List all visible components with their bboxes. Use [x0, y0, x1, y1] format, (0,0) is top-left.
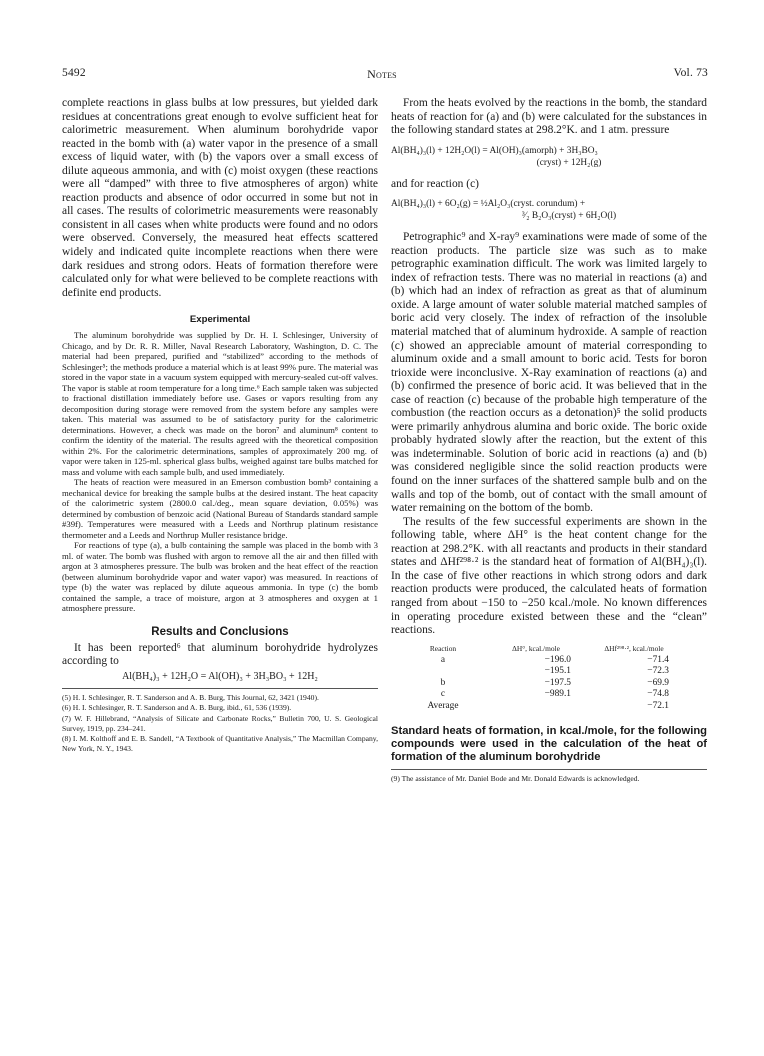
table-row [399, 666, 683, 678]
footnote-6: (6) H. I. Schlesinger, R. T. Sanderson and A. B. Burg, ibid., 61, 536 (1939). [62, 703, 292, 713]
table-cell [487, 701, 585, 713]
table-row [399, 689, 683, 701]
right-paragraph-2: and for reaction (c) [391, 177, 479, 190]
table-cell: −989.1 [544, 689, 571, 700]
table-cell: −71.4 [647, 654, 669, 665]
table-cell: −69.9 [647, 677, 669, 688]
right-column [391, 97, 707, 784]
footnote-9: (9) The assistance of Mr. Daniel Bode and Mr. Donald Edwards is acknowledged. [391, 773, 640, 783]
table-header: ΔHf²⁹⁸·², kcal./mole [604, 643, 664, 653]
equation-c [391, 198, 707, 222]
table-header-row [399, 644, 683, 655]
equation-ab-line-1: Al(BH₄)₃(l) + 12H₂O(l) = Al(OH)₃(amorph) + 3H₃BO₃ [391, 145, 598, 156]
left-column [62, 97, 378, 754]
right-paragraph-4: The results of the few successful experiments are shown in the following table, where ΔH° is the heat content change for the reaction at 298.2°K. with all reactants and products in their standard states and ΔHf²⁹⁸·² is the standard heat of formation of Al(BH₄)₃(l). In the case of five other reactions in which strong odors and dark reaction products were produced, the calculated heats of formation ranged from about −150 to −250 kcal./mole. No known differences in operating procedure existed between these and the “clean” reactions. [391, 515, 707, 637]
results-heading: Results and Conclusions [151, 625, 289, 638]
running-title: Notes [367, 67, 397, 81]
results-paragraph-1: It has been reported⁶ that aluminum borohydride hydrolyzes according to [62, 641, 378, 668]
experimental-heading: Experimental [189, 314, 251, 326]
footnote-divider [62, 688, 378, 689]
equation-ab-line-2: (cryst) + 12H₂(g) [536, 157, 602, 168]
table-row [399, 678, 683, 690]
footnote-5: (5) H. I. Schlesinger, R. T. Sanderson and A. B. Burg, This Journal, 62, 3421 (1940). [62, 692, 319, 702]
table-cell: a [440, 654, 446, 665]
footnote-7: (7) W. F. Hillebrand, “Analysis of Silicate and Carbonate Rocks,” Bulletin 700, U. S. Geological Survey, 1919, pp. 234–241. [62, 713, 378, 733]
table-cell: −72.1 [647, 700, 669, 711]
right-paragraph-3: Petrographic⁹ and X-ray⁹ examinations were made of some of the reaction products. The particle size was such as to make petrographic examination difficult. The work was limited largely to index of refraction tests. There was no material in reactions (a) and (b) which had an index of refraction as great as that of aluminum oxide. A large amount of water soluble material matched samples of boric acid very closely. The index of refraction of the insoluble material matched that of aluminum hydroxide. A sample of reaction (c) showed an appreciable amount of material corresponding to aluminum oxide and a small amount to boric acid. Tests for boron trioxide were inconclusive. X-Ray examination of reactions (a) and (b) confirmed the presence of boric acid. It was believed that in the case of reaction (c) because of the probable high temperature of the combustion (the reaction occurs as a detonation)⁵ the solid products were primarily anhydrous alumina and boric oxide. The boric oxide probably hydrated slowly after the reaction, but the extent of this was indeterminable. Solution of boric acid in reactions (a) and (b) was considered negligible since the solid reaction products were found on the inner surfaces of the shattered sample bulb and on the walls and top of the bomb, out of contact with the small amount of water remaining on the bottom of the bomb. [391, 231, 707, 515]
volume-label: Vol. 73 [673, 67, 708, 79]
right-paragraph-5: Standard heats of formation, in kcal./mole, for the following compounds were used in the calculation of the heat of formation of the aluminum borohydride [391, 724, 707, 764]
table-cell: −196.0 [544, 654, 571, 665]
table-cell: −72.3 [647, 666, 669, 677]
table-cell [399, 666, 487, 678]
table-row [399, 701, 683, 713]
hydrolysis-equation: Al(BH₄)₃ + 12H₂O = Al(OH)₃ + 3H₃BO₃ + 12H₂ [122, 670, 318, 682]
table-row [399, 655, 683, 667]
table-header: ΔH°, kcal./mole [512, 643, 560, 653]
table-cell: Average [427, 700, 459, 711]
equation-c-line-1: Al(BH₄)₃(l) + 6O₂(g) = ½Al₂O₃(cryst. corundum) + [391, 199, 586, 210]
intro-paragraph: complete reactions in glass bulbs at low pressures, but yielded dark residues at concentrations great enough to evolve sufficient heat for calorimetric measurement. When aluminum borohydride vapor reacted in the bomb with (a) water vapor in the presence of a small excess of liquid water, with (b) the vapors over a small excess of dilute aqueous ammonia, and with (c) moist oxygen (these reactions were all “damped” with three to five atmospheres of argon) white reaction products and absence of odor occurred in some but not in all cases. The results of colorimetric measurements were reasonably consistent in all cases when white products were found and no odors were observed. Conversely, the measured heat effects scattered widely and indicated quite incomplete reactions when there were dark residues and strong odors. Heats of formation therefore were calculated only for what were believed to be complete reactions with definite end products. [62, 97, 378, 299]
table-cell: b [440, 677, 446, 688]
experimental-paragraph-3: For reactions of type (a), a bulb containing the sample was placed in the bomb with 3 ml. of water. The bomb was flushed with argon to remove all the air and then filled with argon at 3 atmospheres pressure. The bulb was broken and the heat effect of the reaction (between aluminum borohydride vapor and water vapor) was measured. In reactions of type (b) the water was replaced by dilute aqueous ammonia. In type (c) the bomb contained the sample, a trace of moisture, argon at 3 atmospheres and oxygen at 1 atmosphere pressure. [62, 540, 378, 614]
equation-ab [391, 145, 707, 169]
right-paragraph-1: From the heats evolved by the reactions in the bomb, the standard heats of reaction for (a) and (b) were calculated for the substances in the following standard states at 298.2°K. and 1 atm. pressure [391, 97, 707, 137]
footnote-8: (8) I. M. Kolthoff and E. B. Sandell, “A Textbook of Quantitative Analysis,” The Macmillan Company, New York, N. Y., 1943. [62, 734, 378, 753]
equation-c-line-2: ³⁄₂ B₂O₃(cryst) + 6H₂O(l) [521, 211, 617, 222]
table-header: Reaction [429, 643, 457, 653]
table-cell: c [440, 689, 446, 700]
results-table [399, 644, 683, 713]
table-cell: −197.5 [544, 677, 571, 688]
page-number: 5492 [62, 67, 86, 79]
table-cell: −195.1 [544, 666, 571, 677]
experimental-paragraph-2: The heats of reaction were measured in an Emerson combustion bomb³ containing a mechanical device for breaking the sample bulbs at the desired instant. The heat capacity of the calorimetric system (2800.0 cal./deg., mean square deviation, 0.05%) was determined by combustion of benzoic acid (National Bureau of Standards standard sample #39f). Temperatures were measured with a Leeds and Northrup platinum resistance thermometer and a Leeds and Northrup Muller resistance bridge. [62, 477, 378, 540]
footnote-divider [391, 769, 707, 770]
table-cell: −74.8 [647, 689, 669, 700]
experimental-paragraph-1: The aluminum borohydride was supplied by Dr. H. I. Schlesinger, University of Chicago, and by Dr. R. R. Miller, Naval Research Laboratory, Washington, D. C. The material had been prepared, purified and “stabilized” according to the methods of Schlesinger⁵; the methods produce a material which is at least 99% pure. The material was stored in the vapor state in a vacuum system equipped with mercury-sealed cut-off valves. The vapor is stable at room temperature for a long time.⁶ Each sample taken was subjected to fractional distillation immediately before use. Gases or vapors resulting from any decomposition during storage were removed from the system before any samples were taken. This material was assumed to be of satisfactory purity for the calorimetric determinations. However, a check was made on the boron⁷ and aluminum⁸ content to confirm the identity of the material. The results agreed with the theoretical composition within 2%. For the calorimetric determinations, samples of approximately 200 mg. of vapor were taken in 125-ml. spherical glass bulbs, weighed against tare bulbs matched for mass and volume with each sample bulb, and used immediately. [62, 330, 378, 477]
